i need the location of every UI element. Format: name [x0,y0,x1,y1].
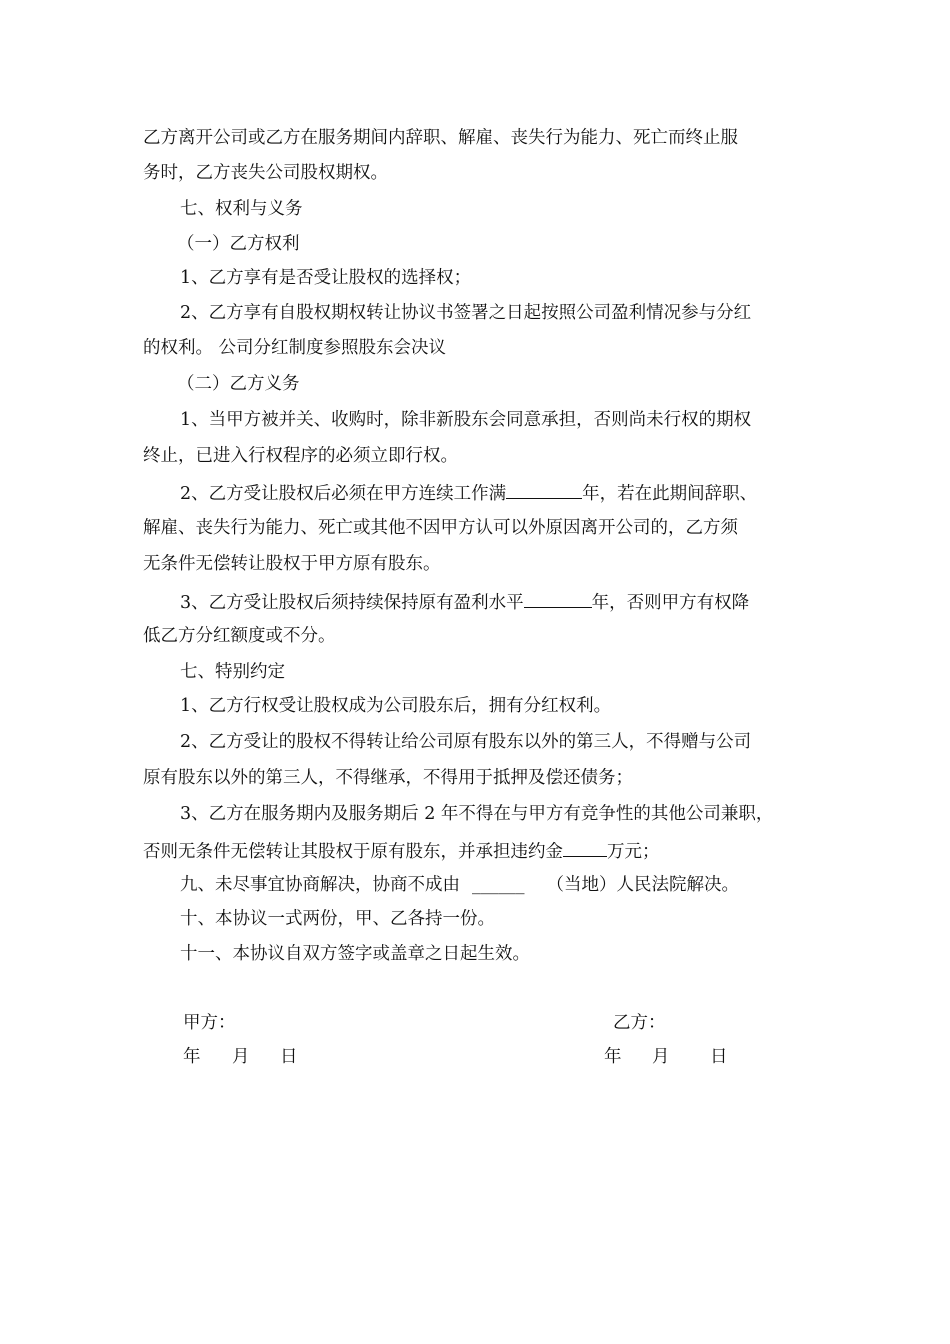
clause-obligations-2-text-b: 年，若在此期间辞职、 [582,484,758,504]
fill-in-blank-years[interactable] [506,480,582,499]
text-line-1: 乙方离开公司或乙方在服务期间内辞职、解雇、丧失行为能力、死亡而终止服 [143,128,738,148]
clause-special-3-text-a: 否则无条件无偿转让其股权于原有股东，并承担违约金 [143,842,563,862]
party-b-year: 年 [604,1047,622,1067]
clause-obligations-1-cont: 终止，已进入行权程序的必须立即行权。 [143,446,458,466]
clause-obligations-3-text-b: 年，否则甲方有权降 [591,593,750,613]
fill-in-blank-profit-years[interactable] [524,589,592,608]
clause-copies: 十、本协议一式两份，甲、乙各持一份。 [180,909,495,929]
section-heading-special: 七、特别约定 [180,662,285,682]
clause-obligations-3-cont: 低乙方分红额度或不分。 [143,626,336,646]
party-a-year: 年 [183,1047,201,1067]
party-b-label: 乙方： [613,1013,666,1033]
fill-in-blank-penalty[interactable] [563,838,607,857]
clause-obligations-2-text-a: 2、乙方受让股权后必须在甲方连续工作满 [180,484,507,504]
clause-rights-2: 2、乙方享有自股权期权转让协议书签署之日起按照公司盈利情况参与分红 [180,303,752,323]
subsection-heading-obligations: （二）乙方义务 [177,374,300,394]
text-line-2: 务时，乙方丧失公司股权期权。 [143,163,388,183]
clause-special-2-cont: 原有股东以外的第三人，不得继承，不得用于抵押及偿还债务； [143,768,633,788]
clause-obligations-2 [180,480,757,506]
party-a-day: 日 [280,1047,298,1067]
fill-in-blank-court[interactable]: ______ [472,875,525,895]
clause-obligations-3 [180,589,749,615]
party-a-month: 月 [232,1047,250,1067]
clause-special-2: 2、乙方受让的股权不得转让给公司原有股东以外的第三人，不得赠与公司 [180,732,752,752]
clause-effective: 十一、本协议自双方签字或盖章之日起生效。 [180,944,530,964]
clause-obligations-1: 1、当甲方被并关、收购时，除非新股东会同意承担，否则尚未行权的期权 [180,410,752,430]
clause-special-3-text-b: 万元； [607,842,660,862]
party-a-label: 甲方： [183,1013,236,1033]
party-b-day: 日 [710,1047,728,1067]
clause-special-3: 3、乙方在服务期内及服务期后 2 年不得在与甲方有竞争性的其他公司兼职， [180,804,774,824]
clause-rights-1: 1、乙方享有是否受让股权的选择权； [180,268,472,288]
clause-obligations-2-cont-2: 无条件无偿转让股权于甲方原有股东。 [143,554,441,574]
section-heading-rights-obligations: 七、权利与义务 [180,199,303,219]
clause-dispute [180,873,739,897]
clause-obligations-3-text-a: 3、乙方受让股权后须持续保持原有盈利水平 [180,593,524,613]
subsection-heading-rights: （一）乙方权利 [177,234,300,254]
clause-special-1: 1、乙方行权受让股权成为公司股东后，拥有分红权利。 [180,696,612,716]
clause-special-3-cont [143,838,660,864]
party-b-month: 月 [652,1047,670,1067]
clause-dispute-text-a: 九、未尽事宜协商解决，协商不成由 [180,875,460,895]
clause-rights-2-cont: 的权利。 公司分红制度参照股东会决议 [143,338,447,358]
clause-dispute-text-b: （当地）人民法院解决。 [546,875,739,895]
clause-obligations-2-cont-1: 解雇、丧失行为能力、死亡或其他不因甲方认可以外原因离开公司的，乙方须 [143,518,738,538]
